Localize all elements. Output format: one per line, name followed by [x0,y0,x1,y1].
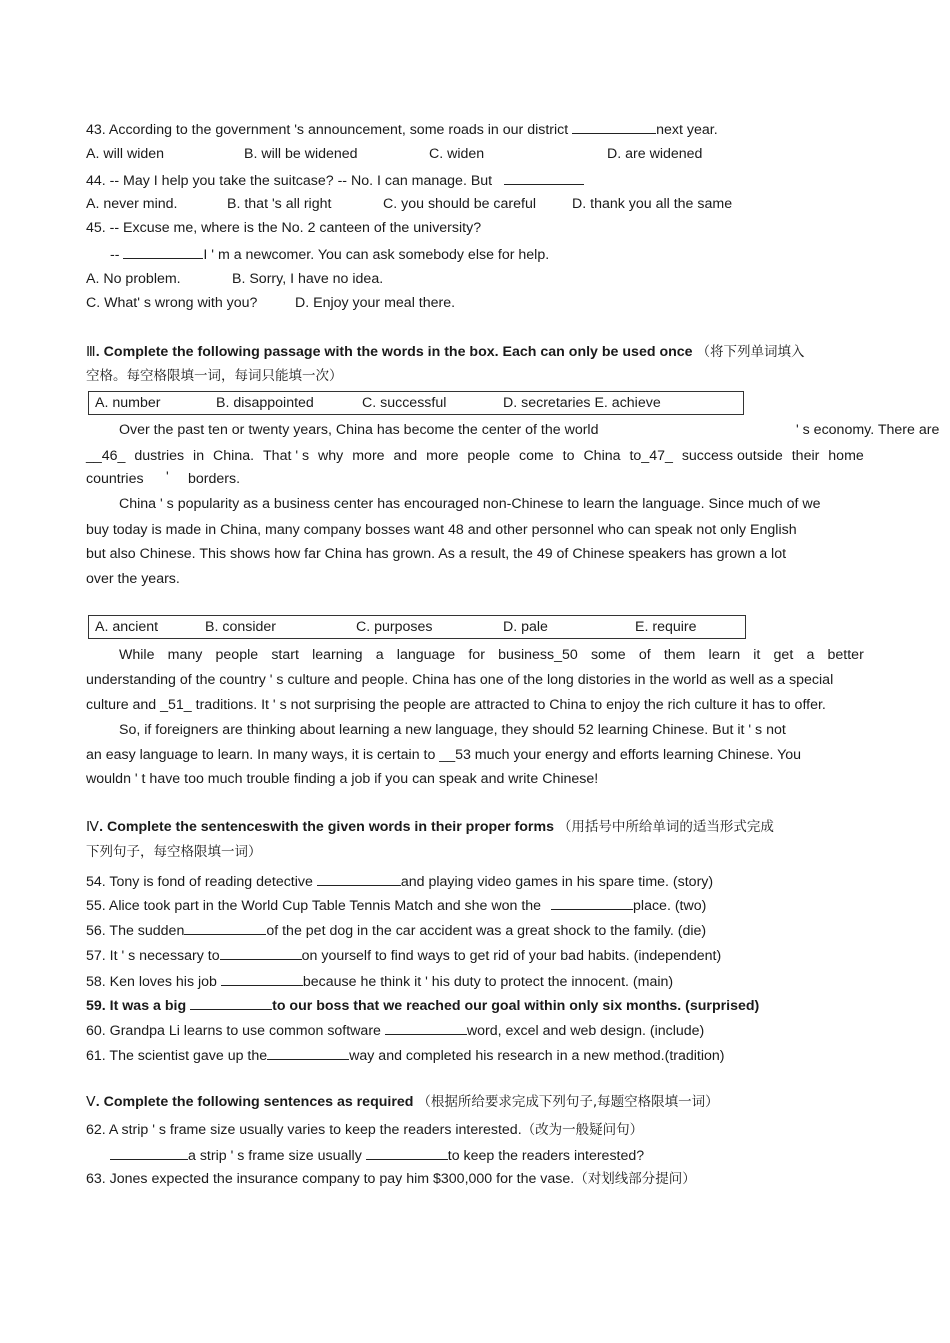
word: China. [213,448,255,464]
q43-stem-end: next year. [656,122,718,138]
word-box-1-item: A. number [95,395,161,411]
passage3-line2: understanding of the country ' s culture and people. China has one of the long distories in the world as well as a special [86,672,834,688]
q62-instruction: （改为一般疑问句） [521,1122,644,1138]
q56 [86,920,706,940]
word: it [753,647,761,663]
q59-after: to our boss that we reached our goal within only six months. (surprised) [272,998,760,1014]
q45-blank[interactable] [123,244,203,259]
passage3-line3: culture and _51_ traditions. It ' s not surprising the people are attracted to China to enjoy the rich culture it has to offer. [86,697,826,713]
q58-before: 58. Ken loves his job [86,974,217,990]
word: some [590,647,626,663]
section5-numeral: Ⅴ [86,1094,96,1110]
q62-answer-mid: a strip ' s frame size usually [188,1148,362,1164]
q58-blank[interactable] [221,971,303,986]
q45-reply-text: I ' m a newcomer. You can ask somebody else for help. [203,247,550,263]
word: why [318,448,344,464]
q54 [86,871,713,891]
section4-numeral: Ⅳ [86,819,100,835]
word-box-2-item: A. ancient [95,619,159,635]
word: a [806,647,815,663]
q45-stem: 45. -- Excuse me, where is the No. 2 canteen of the university? [86,220,482,236]
word: success outside [681,448,783,464]
q45-reply-dash: -- [110,247,120,263]
q58 [86,971,673,991]
q59-blank[interactable] [190,995,272,1010]
passage1-line2 [86,447,864,465]
word-box-2-item: D. pale [503,619,548,635]
q61 [86,1045,725,1065]
q44-option-c: C. you should be careful [383,196,537,212]
word: and [393,448,418,464]
q61-after: way and completed his research in a new method.(tradition) [349,1048,725,1064]
q43-stem [86,119,718,139]
q56-before: 56. The sudden [86,923,185,939]
word-box-2-item: E. require [635,619,697,635]
q44-option-a: A. never mind. [86,196,178,212]
q55 [86,895,706,915]
word: a [375,647,384,663]
q54-blank[interactable] [317,871,401,886]
passage2-line2: buy today is made in China, many company bosses want 48 and other personnel who can speak not only English [86,522,797,538]
q60-blank[interactable] [385,1020,467,1035]
q62-blank-2[interactable] [366,1145,448,1160]
word: business_50 [498,647,578,663]
q62-answer-end: to keep the readers interested? [447,1148,645,1164]
q58-after: because he think it ' his duty to protect the innocent. (main) [302,974,674,990]
q60 [86,1020,704,1040]
word-box-1-item: B. disappointed [216,395,314,411]
section5-title: . Complete the following sentences as required [95,1094,414,1110]
word-box-1-item: D. secretaries E. achieve [503,395,661,411]
word-box-2-item: B. consider [205,619,276,635]
q62-answer [110,1145,644,1165]
q55-blank[interactable] [551,895,633,910]
section4-cn-1: （用括号中所给单词的适当形式完成 [557,819,774,835]
q45-option-c: C. What' s wrong with you? [86,295,258,311]
word-box-1 [88,391,744,415]
q59 [86,995,759,1015]
word: get [773,647,794,663]
passage4-line3: wouldn ' t have too much trouble finding a job if you can speak and write Chinese! [86,771,599,787]
passage2-line1: China ' s popularity as a business center has encouraged non-Chinese to learn the language. Since much of we [119,496,821,512]
q45-option-b: B. Sorry, I have no idea. [232,271,384,287]
q43-option-c: C. widen [429,146,485,162]
word: start [271,647,299,663]
word: for [468,647,485,663]
section3-cn-1: （将下列单词填入 [696,344,805,360]
q62-text: 62. A strip ' s frame size usually varies to keep the readers interested. [86,1122,522,1138]
section3-cn-2: 空格。每空格限填一词，每词只能填一次） [86,368,343,384]
word: That ' s [263,448,310,464]
section5-cn-1: （根据所给要求完成下列句子 [417,1094,593,1110]
q44-option-b: B. that 's all right [227,196,332,212]
word: __46_ [86,448,126,464]
q55-after: place. (two) [633,898,707,914]
section3-heading [86,343,805,361]
q43-option-b: B. will be widened [244,146,358,162]
passage4-line1: So, if foreigners are thinking about learning a new language, they should 52 learning Chinese. But it ' s not [119,722,786,738]
q57-before: 57. It ' s necessary to [86,948,220,964]
word: to_47_ [629,448,673,464]
passage1-line3a: countries [86,471,144,487]
q54-before: 54. Tony is fond of reading detective [86,874,313,890]
q62 [86,1121,643,1139]
q57 [86,945,721,965]
q44-stem-text: 44. -- May I help you take the suitcase? -- No. I can manage. But [86,173,493,189]
q45-option-a: A. No problem. [86,271,181,287]
q63-text: 63. Jones expected the insurance company to pay him $300,000 for the vase. [86,1171,575,1187]
q44-stem [86,170,584,190]
q56-blank[interactable] [184,920,266,935]
q44-blank[interactable] [504,170,584,185]
q56-after: of the pet dog in the car accident was a great shock to the family. (die) [266,923,707,939]
word: more [426,448,459,464]
passage3-line1 [119,646,864,664]
q62-blank-1[interactable] [110,1145,188,1160]
section4-title: . Complete the sentenceswith the given words in their proper forms [99,819,554,835]
word: to [562,448,575,464]
word: in [193,448,205,464]
word: come [518,448,554,464]
word: people [215,647,259,663]
passage1-line3c: borders. [188,471,241,487]
passage4-line2: an easy language to learn. In many ways, it is certain to __53 much your energy and efforts learning Chinese. You [86,747,802,763]
section4-cn-2: 下列句子，每空格限填一词） [86,844,262,860]
q57-blank[interactable] [220,945,302,960]
word: China [583,448,621,464]
section5-cn-2: ,每题空格限填一词） [592,1094,719,1110]
section3-numeral: Ⅲ [86,344,96,360]
q54-after: and playing video games in his spare time. (story) [400,874,714,890]
q43-option-d: D. are widened [607,146,703,162]
word-box-1-item: C. successful [362,395,447,411]
q45-reply [110,244,549,264]
section5-heading [86,1093,719,1111]
word: home [828,448,864,464]
q60-after: word, excel and web design. (include) [466,1023,705,1039]
passage1-line1a: Over the past ten or twenty years, China has become the center of the world [119,422,599,438]
q61-before: 61. The scientist gave up the [86,1048,268,1064]
word: language [396,647,456,663]
passage1-line1b: ' s economy. There are [796,422,940,438]
passage2-line4: over the years. [86,571,180,587]
word: their [791,448,820,464]
q43-stem-text: 43. According to the government 's announcement, some roads in our district [86,122,569,138]
word: dustries [134,448,185,464]
word-box-2 [88,615,746,639]
word-box-2-item: C. purposes [356,619,433,635]
passage1-line3b: ' [166,469,169,485]
q55-before: 55. Alice took part in the World Cup Table Tennis Match and she won the [86,898,542,914]
word: learning [312,647,363,663]
section3-title: . Complete the following passage with the words in the box. Each can only be used once [95,344,693,360]
word: people [467,448,511,464]
q44-option-d: D. thank you all the same [572,196,733,212]
q63-instruction: （对划线部分提问） [574,1171,696,1187]
word: better [827,647,864,663]
word: learn [708,647,741,663]
q43-option-a: A. will widen [86,146,165,162]
word: While [119,647,155,663]
section4-heading [86,818,774,836]
word: more [352,448,385,464]
q43-blank[interactable] [572,119,656,134]
word: of [638,647,651,663]
q57-after: on yourself to find ways to get rid of your bad habits. (independent) [301,948,722,964]
word: many [167,647,203,663]
q63 [86,1170,696,1188]
q45-option-d: D. Enjoy your meal there. [295,295,456,311]
passage2-line3: but also Chinese. This shows how far China has grown. As a result, the 49 of Chinese speakers has grown a lot [86,546,787,562]
q61-blank[interactable] [267,1045,349,1060]
q59-before: 59. It was a big [86,998,187,1014]
q60-before: 60. Grandpa Li learns to use common software [86,1023,381,1039]
word: them [663,647,696,663]
